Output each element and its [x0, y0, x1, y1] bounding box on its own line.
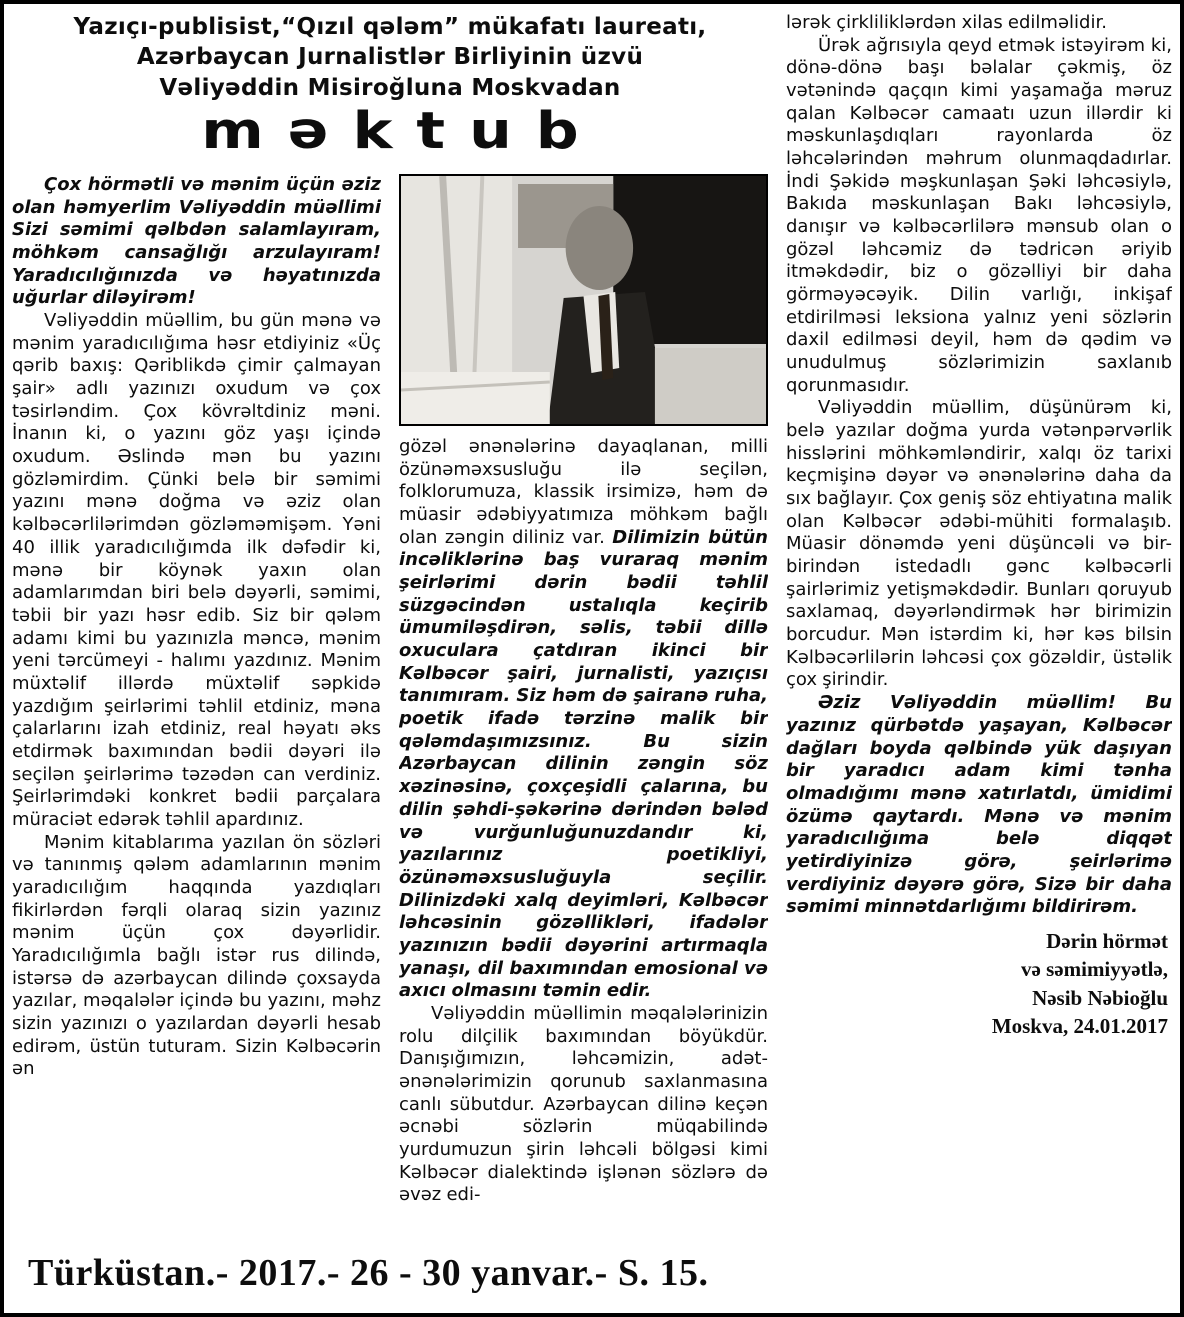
article-body [12, 10, 1172, 1210]
paragraph: Əziz Vəliyəddin müəllim! Bu yazınız qürbətdə yaşayan, Kəlbəcər dağları boyda qəlbində yük daşıyan bir yaradıcı adam kimi tənha olmadığımı mənə xatırlatdı, ümidimi özümə qaytardı. Mənə və mənim yaradıcılığıma belə diqqət yetirdiyinizə görə, şeirlərimə verdiyiniz dəyərə görə, Sizə bir daha səmimi minnətdarlığımı bildirirəm. [786, 692, 1172, 918]
signature-line-2: və səmimiyyətlə, [1021, 957, 1168, 982]
signature-line-4: Moskva, 24.01.2017 [991, 1013, 1168, 1038]
paragraph-normal-span: gözəl ənənələrinə dayaqlanan, milli özünəməxsusluğu ilə seçilən, folklorumuza, klassik irsimizə, həm də müasir ədəbiyyatımıza möhkəm bağlı olan zəngin diliniz var. [399, 436, 768, 548]
column-3 [786, 10, 1172, 1210]
column-2 [399, 174, 768, 1210]
paragraph [399, 436, 768, 1003]
headline-line-2: Azərbaycan Jurnalistlər Birliyinin üzvü [136, 44, 644, 71]
signature-block [786, 927, 1172, 1040]
column-1 [12, 174, 381, 1210]
source-citation: Türküstan.- 2017.- 26 - 30 yanvar.- S. 15. [28, 1252, 709, 1294]
article-headline [12, 10, 768, 103]
headline-line-3: Vəliyəddin Misiroğluna Moskvadan [159, 74, 621, 101]
paragraph: Vəliyəddin müəllim, bu gün mənə və mənim yaradıcılığıma həsr etdiyiniz «Üç qərib baxış: Qəriblikdə çimir çalmayan şair» adlı yazınızı oxudum və çox təsirləndim. Çox kövrəltdiniz məni. İnanın ki, o yazını göz yaşı içində oxudum. Əslində mən bu yazını gözləmirdim. Çünki belə bir səmimi yazını mənə doğma və əziz olan kəlbəcərlilərimdən gözləməmişəm. Yəni 40 illik yaradıcılığımda ilk dəfədir ki, mənə bir köynək yaxın olan adamlarımdan biri belə dəyərli, səmimi, təbii bir yazı həsr edib. Siz bir qələm adamı kimi bu yazınızla məncə, mənim yeni tərcümeyi - halımı yazdınız. Mənim müxtəlif illərdə müxtəlif səpkidə yazdığım şeirlərimi təhlil etdiniz, məna çalarlarını izah etdiniz, real həyatı əks etdirmək baxımından bədii dəyəri ilə seçilən şeirlərimə təzədən can verdiniz. Şeirlərimdəki konkret bədii parçalara müraciət edərək təhlil apardınız. [12, 310, 381, 830]
article-left-block [12, 10, 768, 1210]
headline-line-1: Yazıçı-publisist,“Qızıl qələm” mükafatı laureatı, [73, 14, 707, 40]
article-title: məktub [201, 101, 603, 161]
paragraph-emphasis-span: Dilimizin bütün incəliklərinə baş vuraraq mənim şeirlərimi dərin bədii təhlil süzgəcindən ustalıqla keçirib ümumiləşdirən, səlis, təbii dillə oxuculara çatdıran ikinci bir Kəlbəcər şairi, jurnalisti, yazıçısı tanımıram. Siz həm də şairanə ruha, poetik ifadə tərzinə malik bir qələmdaşımızsınız. Bu sizin Azərbaycan dilinin zəngin söz xəzinəsinə, çoxçeşidli çalarına, bu dilin şəhdi-şəkərinə dərindən bələd və vurğunluğunuzdandır ki, yazılarınız poetikliyi, özünəməxsusluğuyla seçilir. Dilinizdəki xalq deyimləri, Kəlbəcər ləhcəsinin gözəllikləri, ifadələr yazınızın bədii dəyərini artırmaqla yanaşı, dil baxımından emosional və axıcı olmasını təmin edir. [399, 526, 768, 1002]
paragraph: Vəliyəddin müəllimin məqalələrinizin rolu dilçilik baxımından böyükdür. Danışığımızın, ləhcəmizin, adət-ənənələrimizin qorunub saxlanmasına canlı sübutdur. Azərbaycan dilinə keçən əcnəbi sözlərin müqabilində yurdumuzun şirin ləhcəli bölgəsi kimi Kəlbəcər dialektində işlənən sözlərə də əvəz edi- [399, 1002, 768, 1206]
signature-line-3: Nəsib Nəbioğlu [1032, 985, 1168, 1010]
paragraph: Ürək ağrısıyla qeyd etmək istəyirəm ki, dönə-dönə başı bəlalar çəkmiş, öz vətənində qaçqın kimi yaşamağa məruz qalan Kəlbəcər camaatı uzun illərdir ki məskunlaşdıqları rayonlarda öz ləhcələrindən məhrum olunmaqdadırlar. İndi Şəkidə məşkunlaşan Şəki ləhcəsiylə, Bakıda məskunlaşan Bakı ləhcəsiylə, danışır və kəlbəcərlilərə mənsub olan o gözəl ləhcəmiz də tədricən əriyib itməkdədir, biz o gözəlliyi bir daha görməyəcəyik. Dilin varlığı, inkişaf etdirilməsi leksiona yalnız yeni sözlərin daxil edilməsi deyil, həm də qədim və unudulmuş sözlərimizin saxlanıb qorunmasıdır. [786, 34, 1172, 396]
paragraph: Çox hörmətli və mənim üçün əziz olan həmyerlim Vəliyəddin müəllimi Sizi səmimi qəlbdən salamlayıram, möhkəm cansağlığı arzulayıram! Yaradıcılığınızda və həyatınızda uğurlar diləyirəm! [12, 174, 381, 309]
paragraph: Mənim kitablarıma yazılan ön sözləri və tanınmış qələm adamlarının mənim yaradıcılığım haqqında yazdıqları fikirlərdən fərqli olaraq sizin yazınız mənim üçün çox dəyərlidir. Yaradıcılığımla bağlı istər rus dilində, istərsə də azərbaycan dilində çoxsayda yazılar, məqalələr içində bu yazını, məhz sizin yazınızı o yazılardan dəyərli hesab edirəm, üstün tuturam. Sizin Kəlbəcərin ən [12, 831, 381, 1080]
columns-1-2 [12, 174, 768, 1210]
signature-line-1: Dərin hörmət [1046, 928, 1168, 953]
paragraph: lərək çirkliliklərdən xilas edilməlidir. [786, 12, 1107, 33]
article-photo [399, 174, 768, 426]
paragraph: Vəliyəddin müəllim, düşünürəm ki, belə yazılar doğma yurda vətənpərvərlik hisslərini möhkəmləndirir, xalqı öz tarixi keçmişinə dəyər və ənənələrinə daha da sıx bağlayır. Çox geniş söz ehtiyatına malik olan Kəlbəcər ədəbi-mühiti formalaşıb. Müasir dönəmdə yeni düşüncəli və bir-birindən istedadlı gənc kəlbəcərli şairlərimiz yetişməkdədir. Bunları qoruyub saxlamaq, dəyərləndirmək hər birimizin borcudur. Mən istərdim ki, hər kəs bilsin Kəlbəcərlilərin ləhcəsi çox gözəldir, üstəlik çox şirindir. [786, 397, 1172, 691]
